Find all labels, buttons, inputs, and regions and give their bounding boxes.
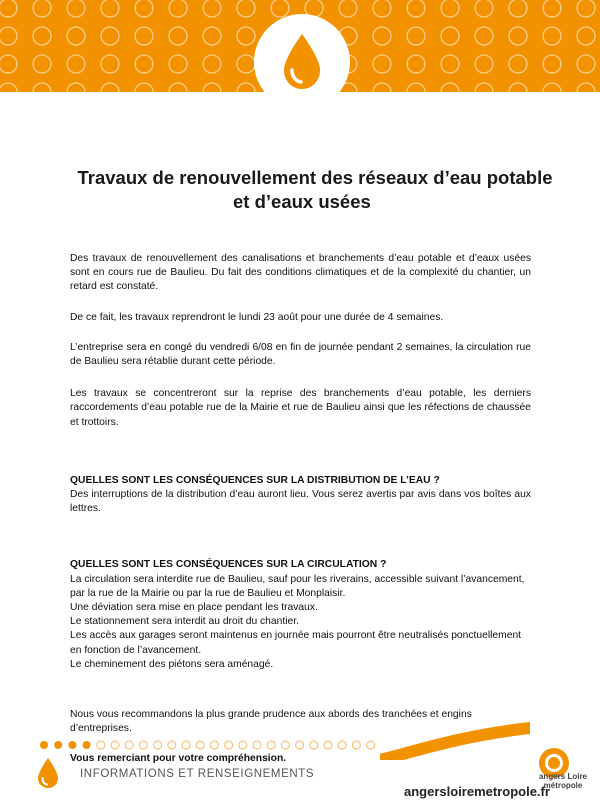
pattern-ring — [169, 27, 187, 45]
footer-dot — [97, 741, 105, 749]
pattern-ring — [135, 0, 153, 17]
footer-dot — [225, 741, 233, 749]
footer-dot — [196, 741, 204, 749]
pattern-ring — [237, 0, 255, 17]
water-drop-logo — [254, 14, 350, 110]
pattern-ring — [373, 83, 391, 92]
title-line-1: Travaux de renouvellement des réseaux d’eau potable — [77, 167, 553, 188]
section-water-distribution — [70, 474, 531, 517]
pattern-ring — [203, 27, 221, 45]
pattern-ring — [203, 55, 221, 73]
pattern-ring — [101, 27, 119, 45]
notice-body — [70, 252, 531, 767]
footer-dot — [111, 741, 119, 749]
footer-swoosh — [380, 720, 530, 760]
pattern-ring — [475, 55, 493, 73]
pattern-ring — [577, 55, 595, 73]
brand-name — [528, 772, 598, 790]
footer-dot — [68, 741, 76, 749]
water-drop-icon — [254, 14, 350, 110]
footer-dot — [324, 741, 332, 749]
traffic-line: La circulation sera interdite rue de Baulieu, sauf pour les riverains, accessible suivant l’avancement, par la rue de la Mairie ou par la rue de Baulieu et Monplaisir. — [70, 573, 525, 599]
pattern-ring — [169, 0, 187, 17]
paragraph-resume: De ce fait, les travaux reprendront le lundi 23 août pour une durée de 4 semaines. — [70, 311, 444, 323]
pattern-ring — [67, 0, 85, 17]
footer-dot — [83, 741, 91, 749]
traffic-line: Le cheminement des piétons sera aménagé. — [70, 658, 274, 670]
pattern-ring — [543, 0, 561, 17]
pattern-ring — [407, 27, 425, 45]
pattern-ring — [0, 0, 17, 17]
pattern-ring — [0, 27, 17, 45]
safety-advice: Nous vous recommandons la plus grande prudence aux abords des tranchées et engins d’entreprises. — [70, 709, 472, 735]
pattern-ring — [509, 0, 527, 17]
traffic-line: Les accès aux garages seront maintenus en journée mais pourront être neutralisés ponctuellement en fonction de l’avancement. — [70, 630, 522, 656]
pattern-ring — [509, 83, 527, 92]
pattern-ring — [441, 55, 459, 73]
traffic-line: Le stationnement sera interdit au droit du chantier. — [70, 616, 299, 628]
pattern-ring — [203, 83, 221, 92]
pattern-ring — [0, 55, 17, 73]
pattern-ring — [373, 55, 391, 73]
pattern-ring — [237, 55, 255, 73]
footer-dot — [281, 741, 289, 749]
pattern-ring — [441, 0, 459, 17]
brand-line-2: métropole — [543, 781, 583, 790]
footer-info-label: INFORMATIONS ET RENSEIGNEMENTS — [80, 768, 315, 780]
pattern-ring — [543, 27, 561, 45]
pattern-ring — [33, 27, 51, 45]
footer-dot — [239, 741, 247, 749]
pattern-ring — [373, 27, 391, 45]
footer-dot — [154, 741, 162, 749]
pattern-ring — [509, 55, 527, 73]
pattern-ring — [203, 0, 221, 17]
pattern-ring — [33, 0, 51, 17]
pattern-ring — [0, 83, 17, 92]
pattern-ring — [475, 27, 493, 45]
website-link[interactable]: angersloiremetropole.fr — [404, 784, 550, 799]
footer-dot — [367, 741, 375, 749]
footer-dot — [139, 741, 147, 749]
pattern-ring — [67, 83, 85, 92]
pattern-ring — [33, 83, 51, 92]
footer-dot — [352, 741, 360, 749]
pattern-ring — [135, 27, 153, 45]
section-heading: QUELLES SONT LES CONSÉQUENCES SUR LA CIRCULATION ? — [70, 559, 387, 571]
pattern-ring — [169, 55, 187, 73]
pattern-ring — [101, 55, 119, 73]
pattern-ring — [543, 55, 561, 73]
footer-dot-row — [30, 739, 390, 751]
pattern-ring — [135, 55, 153, 73]
pattern-ring — [237, 83, 255, 92]
footer-dot — [267, 741, 275, 749]
footer-dot — [338, 741, 346, 749]
footer-dot — [40, 741, 48, 749]
water-drop-icon — [36, 757, 60, 789]
footer-dot — [296, 741, 304, 749]
pattern-ring — [407, 83, 425, 92]
footer-dot — [54, 741, 62, 749]
footer-dot — [210, 741, 218, 749]
pattern-ring — [135, 83, 153, 92]
pattern-ring — [407, 55, 425, 73]
pattern-ring — [475, 83, 493, 92]
pattern-ring — [33, 55, 51, 73]
pattern-ring — [577, 83, 595, 92]
footer-dot — [125, 741, 133, 749]
pattern-ring — [475, 0, 493, 17]
footer-dot — [253, 741, 261, 749]
page-title — [40, 166, 560, 214]
pattern-ring — [441, 83, 459, 92]
section-text: Des interruptions de la distribution d’eau auront lieu. Vous serez avertis par avis dans vos boîtes aux lettres. — [70, 489, 531, 515]
pattern-ring — [67, 27, 85, 45]
closing-thanks: Vous remerciant pour votre compréhension. — [70, 753, 287, 765]
pattern-ring — [101, 83, 119, 92]
footer-dot — [182, 741, 190, 749]
pattern-ring — [169, 83, 187, 92]
section-traffic — [70, 558, 531, 672]
traffic-line: Une déviation sera mise en place pendant les travaux. — [70, 602, 318, 614]
pattern-ring — [441, 27, 459, 45]
paragraph-works: Les travaux se concentreront sur la reprise des branchements d’eau potable, les derniers raccordements d’eau potable rue de la Mairie et rue de Baulieu ainsi que les réfections de chaussée et trottoirs. — [70, 388, 531, 428]
footer-dot — [168, 741, 176, 749]
paragraph-holiday: L’entreprise sera en congé du vendredi 6/08 en fin de journée pendant 2 semaines, la circulation rue de Baulieu sera rétablie durant cette période. — [70, 341, 531, 368]
footer-dot — [310, 741, 318, 749]
pattern-ring — [101, 0, 119, 17]
pattern-ring — [407, 0, 425, 17]
paragraph-intro: Des travaux de renouvellement des canalisations et branchements d’eau potable et d’eaux usées sont en cours rue de Baulieu. Du fait des conditions climatiques et de la complexité du chantier, un retard est constaté. — [70, 253, 531, 293]
title-line-2: et d’eaux usées — [233, 191, 371, 212]
section-heading: QUELLES SONT LES CONSÉQUENCES SUR LA DISTRIBUTION DE L’EAU ? — [70, 474, 440, 486]
pattern-ring — [67, 55, 85, 73]
pattern-ring — [577, 27, 595, 45]
pattern-ring — [577, 0, 595, 17]
pattern-ring — [373, 0, 391, 17]
pattern-ring — [509, 27, 527, 45]
pattern-ring — [543, 83, 561, 92]
pattern-ring — [237, 27, 255, 45]
brand-line-1: angers Loire — [538, 772, 587, 781]
